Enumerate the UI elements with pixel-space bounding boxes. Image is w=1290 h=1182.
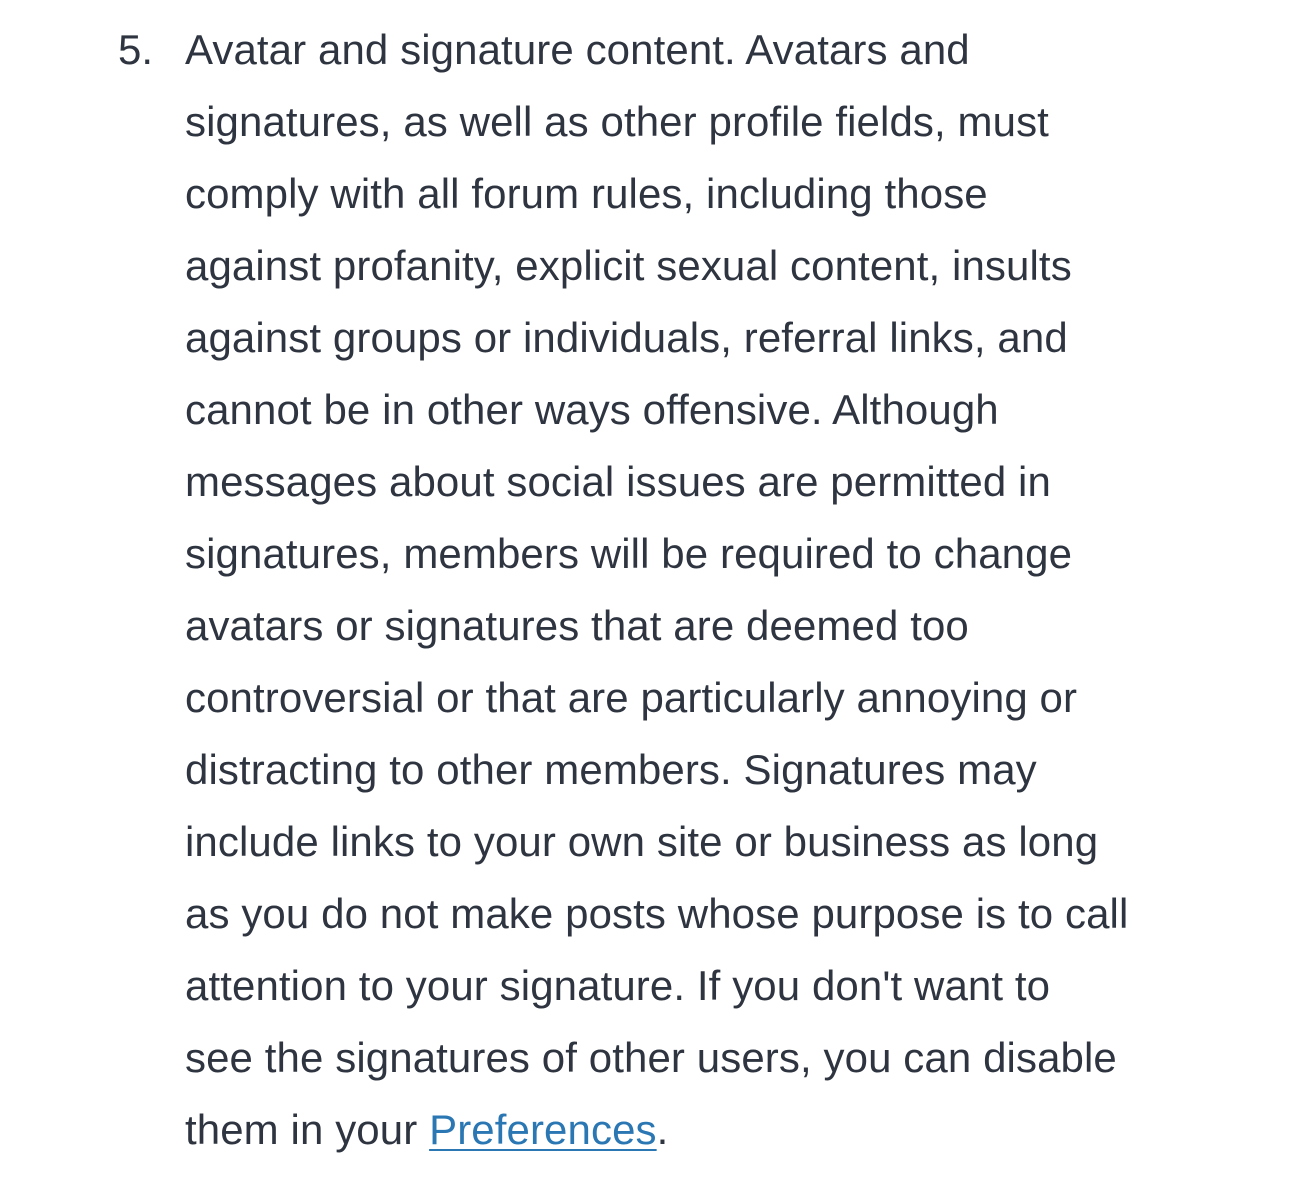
last-line-suffix: . [656, 1106, 669, 1153]
previous-item-cut-off [185, 0, 615, 8]
rule-text-line: see the signatures of other users, you can disable [185, 1034, 1117, 1081]
rule-text-last-line [185, 1094, 1235, 1166]
preferences-link[interactable]: Preferences [429, 1106, 657, 1153]
rule-number: 5. [118, 26, 154, 73]
rule-text-line: Avatar and signature content. Avatars and [185, 26, 970, 73]
rule-text-line: comply with all forum rules, including those [185, 170, 988, 217]
rule-text-line: include links to your own site or business as long [185, 818, 1099, 865]
rule-text-line: as you do not make posts whose purpose is to call [185, 890, 1129, 937]
forum-rules-list [0, 14, 1290, 1166]
rule-text-line: attention to your signature. If you don't want to [185, 962, 1051, 1009]
last-line-prefix: them in your [185, 1106, 430, 1153]
rule-text-line: messages about social issues are permitted in [185, 458, 1051, 505]
rule-text-line: cannot be in other ways offensive. Although [185, 386, 999, 433]
rule-text-line: signatures, as well as other profile fields, must [185, 98, 1049, 145]
rule-text-line: distracting to other members. Signatures may [185, 746, 1037, 793]
rule-text-line: avatars or signatures that are deemed too [185, 602, 969, 649]
rule-text-line: against groups or individuals, referral links, and [185, 314, 1068, 361]
rule-text-line: against profanity, explicit sexual content, insults [185, 242, 1072, 289]
rule-text-line: signatures, members will be required to change [185, 530, 1073, 577]
rule-text-line: controversial or that are particularly annoying or [185, 674, 1078, 721]
rule-item-5 [0, 14, 1290, 1166]
rule-text [185, 14, 1235, 1166]
